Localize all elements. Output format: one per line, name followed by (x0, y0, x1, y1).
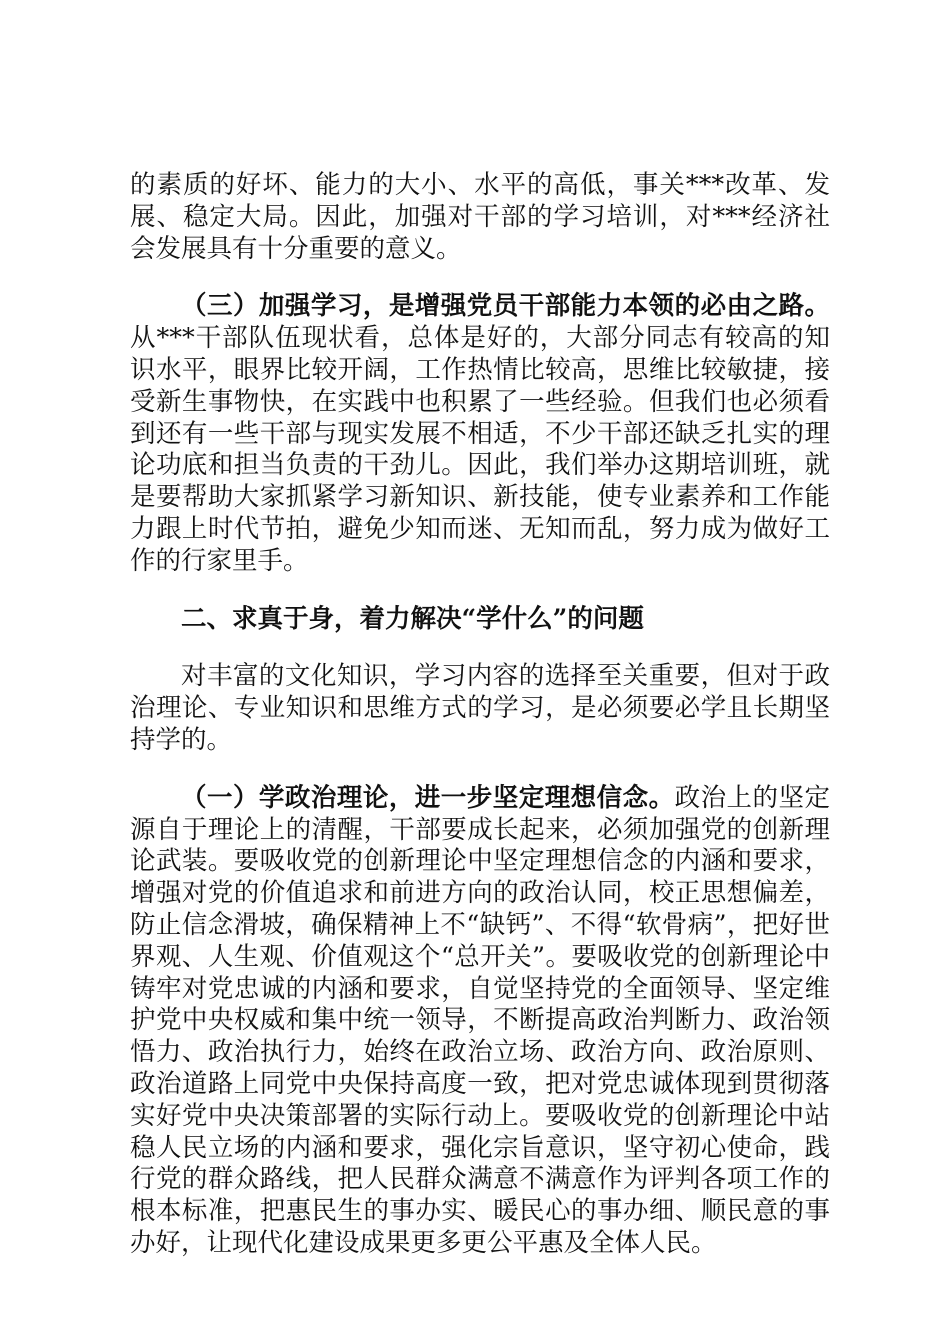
paragraph-subsection-1 (130, 783, 830, 1260)
paragraph-section-3 (130, 291, 830, 577)
section-lead-heading: （一）学政治理论，进一步坚定理想信念。 (181, 782, 675, 813)
section-heading-2: 二、求真于身，着力解决“学什么”的问题 (181, 603, 644, 634)
section-lead-heading: （三）加强学习，是增强党员干部能力本领的必由之路。 (181, 291, 830, 322)
paragraph-text: 从***干部队伍现状看，总体是好的，大部分同志有较高的知识水平，眼界比较开阔，工作热情比较高，思维比较敏捷，接受新生事物快，在实践中也积累了一些经验。但我们也必须看到还有一些干部与现实发展不相适，不少干部还缺乏扎实的理论功底和担当负责的干劲儿。因此，我们举办这期培训班，就是要帮助大家抓紧学习新知识、新技能，使专业素养和工作能力跟上时代节拍，避免少知而迷、无知而乱，努力成为做好工作的行家里手。 (130, 323, 830, 576)
document-page (130, 170, 830, 1286)
paragraph-continuation (130, 170, 830, 265)
paragraph-intro (130, 661, 830, 756)
paragraph-text: 的素质的好坏、能力的大小、水平的高低，事关***改革、发展、稳定大局。因此，加强对干部的学习培训，对***经济社会发展具有十分重要的意义。 (130, 170, 830, 264)
paragraph-text: 政治上的坚定源自于理论上的清醒，干部要成长起来，必须加强党的创新理论武装。要吸收党的创新理论中坚定理想信念的内涵和要求，增强对党的价值追求和前进方向的政治认同，校正思想偏差，防止信念滑坡，确保精神上不“缺钙”、不得“软骨病”，把好世界观、人生观、价值观这个“总开关”。要吸收党的创新理论中铸牢对党忠诚的内涵和要求，自觉坚持党的全面领导、坚定维护党中央权威和集中统一领导，不断提高政治判断力、政治领悟力、政治执行力，始终在政治立场、政治方向、政治原则、政治道路上同党中央保持高度一致，把对党忠诚体现到贯彻落实好党中央决策部署的实际行动上。要吸收党的创新理论中站稳人民立场的内涵和要求，强化宗旨意识，坚守初心使命，践行党的群众路线，把人民群众满意不满意作为评判各项工作的根本标准，把惠民生的事办实、暖民心的事办细、顺民意的事办好，让现代化建设成果更多更公平惠及全体人民。 (130, 782, 830, 1258)
paragraph-text: 对丰富的文化知识，学习内容的选择至关重要，但对于政治理论、专业知识和思维方式的学习，是必须要必学且长期坚持学的。 (130, 661, 830, 755)
